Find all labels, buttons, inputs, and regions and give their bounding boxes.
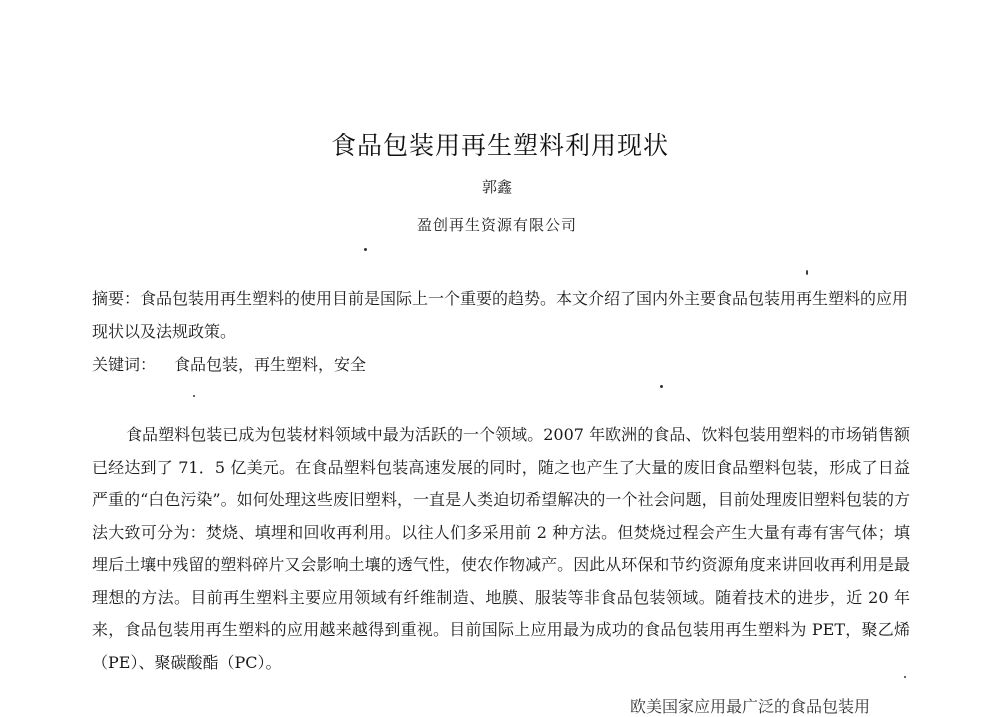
scan-speck [660, 385, 663, 388]
scan-speck [904, 676, 906, 678]
truncated-next-line: 欧美国家应用最广泛的食品包装用 [630, 697, 871, 716]
abstract-text: 食品包装用再生塑料的使用目前是国际上一个重要的趋势。本文介绍了国内外主要食品包装用再生塑料的应用现状以及法规政策。 [92, 289, 909, 341]
abstract-label: 摘要： [92, 289, 141, 308]
abstract-section [92, 282, 912, 348]
keywords-section [92, 352, 912, 375]
author-affiliation: 盈创再生资源有限公司 [416, 216, 577, 234]
scan-speck [806, 270, 808, 275]
scan-speck [193, 395, 195, 397]
keywords-label: 关键词： [92, 355, 157, 374]
scan-speck [364, 248, 367, 251]
body-paragraph: 食品塑料包装已成为包装材料领域中最为活跃的一个领域。2007 年欧洲的食品、饮料包装用塑料的市场销售额已经达到了 71．5 亿美元。在食品塑料包装高速发展的同时，随之也产生了大量的废旧食品塑料包装，形成了日益严重的“白色污染”。如何处理这些废旧塑料，一直是人类迫切希望解决的一个社会问题，目前处理废旧塑料包装的方法大致可分为：焚烧、填埋和回收再利用。以往人们多采用前 2 种方法。但焚烧过程会产生大量有毒有害气体；填埋后土壤中残留的塑料碎片又会影响土壤的透气性，使农作物减产。因此从环保和节约资源角度来讲回收再利用是最理想的方法。目前再生塑料主要应用领域有纤维制造、地膜、服装等非食品包装领域。随着技术的进步，近 20 年来，食品包装用再生塑料的应用越来越得到重视。目前国际上应用最为成功的食品包装用再生塑料为 PET，聚乙烯（PE）、聚碳酸酯（PC）。 [92, 425, 910, 672]
keywords-text: 食品包装，再生塑料，安全 [174, 355, 367, 374]
author-name: 郭鑫 [481, 178, 512, 196]
paper-title: 食品包装用再生塑料利用现状 [330, 131, 669, 160]
